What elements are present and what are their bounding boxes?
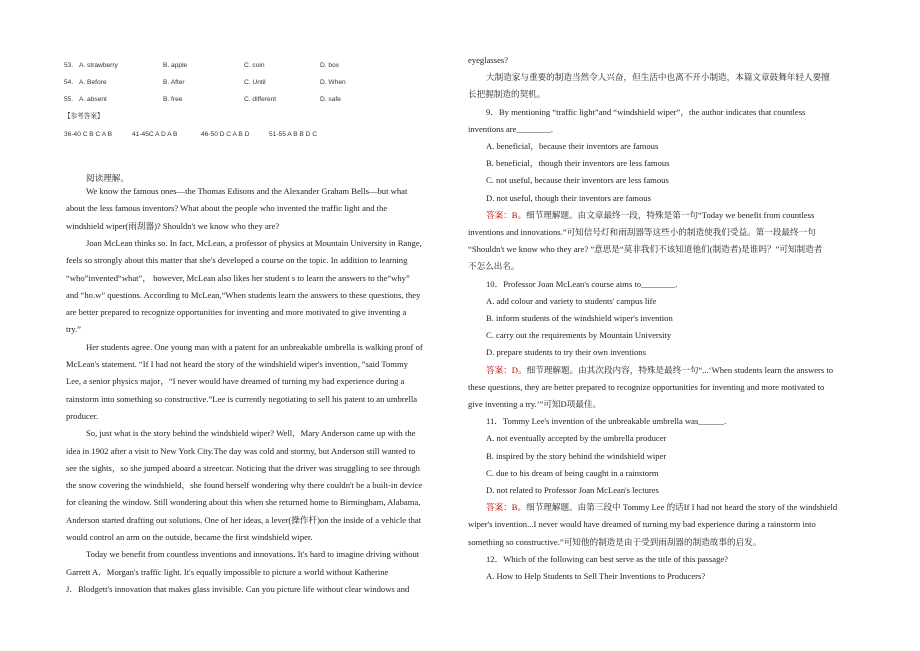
question-line: B. inspired by the story behind the windshield wiper bbox=[486, 450, 667, 461]
passage-line: Garrett A．Morgan's traffic light. It's equally impossible to picture a world without Katherine bbox=[66, 566, 389, 577]
passage-line: “who”invented“what”， however, McLean also likes her student s to learn the answers to the“why” bbox=[66, 272, 410, 283]
passage-line: J．Blodgett's innovation that makes glass invisible. Can you picture life without clear windows and bbox=[66, 583, 410, 594]
question-line: give inventing a try.’”可知D项最佳。 bbox=[468, 399, 602, 409]
reference-answer-group: 41-45C A D A B bbox=[132, 131, 178, 138]
passage-line: producer. bbox=[66, 410, 99, 421]
question-line: D. not related to Professor Joan McLean's lectures bbox=[486, 485, 659, 495]
question-line: these questions, they are better prepared to recognize opportunities for inventing and more motivated to bbox=[468, 381, 825, 392]
option-d: D. box bbox=[320, 62, 340, 69]
reference-answer-title: 【参考答案】 bbox=[64, 113, 104, 120]
question-line: 12．Which of the following can best serve as the title of this passage? bbox=[486, 553, 728, 564]
reading-title: 阅读理解。 bbox=[86, 173, 129, 183]
option-no: 55. bbox=[64, 96, 74, 103]
question-line: 10．Professor Joan McLean's course aims to________. bbox=[486, 278, 678, 289]
passage-line: We know the famous ones—the Thomas Edisons and the Alexander Graham Bells—but what bbox=[86, 186, 408, 196]
passage-line: for cleaning the window. Still wondering about this when she returned home to Birmingham, Alabama, bbox=[66, 497, 421, 508]
answer-label: 答案：D bbox=[486, 364, 518, 375]
passage-line: So, just what is the story behind the windshield wiper? Well，Mary Anderson came up with the bbox=[86, 428, 416, 439]
option-no: 53. bbox=[64, 62, 74, 69]
passage-line: Lee, a senior physics major，“I never would have dreamed of turning my bad experience during a bbox=[66, 376, 405, 387]
passage-line: Anderson started drafting out solutions. One of her ideas, a lever(操作杆)on the inside of a vehicle that bbox=[66, 514, 422, 525]
passage-line: would control an arm on the outside, became the first windshield wiper. bbox=[66, 532, 313, 542]
passage-line: Her students agree. One young man with a patent for an unbreakable umbrella is walking proof of bbox=[86, 341, 423, 352]
passage-line: rainstorm into something so constructive.”Lee is currently negotiating to sell his patent to an umbrella bbox=[66, 393, 418, 404]
passage-line: and “ho.w” questions. According to McLean,“When students learn the answers to these questions, they bbox=[66, 289, 421, 300]
option-c: C. coin bbox=[244, 62, 265, 69]
option-c: C. Until bbox=[244, 79, 266, 86]
reference-answer-group: 51-55 A B B D C bbox=[269, 131, 318, 138]
question-line: C. carry out the requirements by Mountain University bbox=[486, 330, 672, 341]
question-line: 9．By mentioning “traffic light”and “windshield wiper”，the author indicates that countless bbox=[486, 106, 806, 117]
passage-line: about the less famous inventors? What about the people who invented the traffic light and the bbox=[66, 203, 388, 214]
answer-text: 。细节理解题。由其次段内容，特殊是最终一句“...‘When students learn the answers to bbox=[518, 364, 834, 375]
passage-line: see the sights，so she jumped aboard a streetcar. Noticing that the driver was struggling to see through bbox=[66, 462, 420, 473]
reference-answer-group: 46-50 D C A B D bbox=[201, 131, 250, 138]
question-line: 大制造家与重要的制造当然令人兴奋，但生活中也离不开小制造，本篇文章鼓舞年轻人要擅 bbox=[486, 72, 830, 83]
question-line: A. not eventually accepted by the umbrella producer bbox=[486, 433, 667, 444]
passage-line: Joan McLean thinks so. In fact, McLean, a professor of physics at Mountain University in Range, bbox=[86, 237, 422, 248]
question-line: inventions and innovations.”可知信号灯和雨刮器等这些小的制造使我们受益。第一段最终一句 bbox=[468, 227, 816, 237]
question-line: inventions are________. bbox=[468, 123, 553, 134]
option-d: D. When bbox=[320, 79, 346, 86]
option-c: C. different bbox=[244, 96, 277, 103]
question-line: C. due to his dream of being caught in a rainstorm bbox=[486, 467, 659, 478]
option-b: B. free bbox=[163, 96, 183, 103]
option-b: B. apple bbox=[163, 62, 188, 69]
answer-text: 。细节理解题。由文章最终一段，特殊是第一句“Today we benefit from countless bbox=[517, 209, 815, 220]
question-line: 长把握制造的契机。 bbox=[468, 89, 546, 100]
question-line: B. beneficial，though their inventors are less famous bbox=[486, 158, 670, 169]
question-line: 11．Tommy Lee's invention of the unbreakable umbrella was______. bbox=[486, 416, 727, 427]
answer-explanation-line bbox=[486, 499, 837, 516]
passage-line: idea in 1902 after a visit to New York City.The day was cold and stormy, but Anderson still wanted to bbox=[66, 445, 416, 456]
question-line: A. add colour and variety to students' campus life bbox=[486, 295, 657, 306]
option-d: D. safe bbox=[320, 96, 341, 103]
option-a: A. Before bbox=[79, 79, 107, 86]
option-a: A. absent bbox=[79, 96, 107, 103]
answer-text: 。细节理解题。由第三段中 Tommy Lee 的话If I had not heard the story of the windshield bbox=[517, 502, 838, 513]
question-line: something so constructive.”可知他的制造是由于受到雨刮器的制造故事的启发。 bbox=[468, 536, 762, 547]
question-line: C. not useful, because their inventors are less famous bbox=[486, 175, 669, 186]
passage-line: windshield wiper(雨刮器)? Shouldn't we know who they are? bbox=[66, 220, 280, 231]
answer-label: 答案：B bbox=[486, 209, 518, 220]
question-line: D. prepare students to try their own inventions bbox=[486, 347, 646, 358]
option-no: 54. bbox=[64, 79, 74, 86]
passage-line: feels so strongly about this matter that she's developed a course on the topic. In addition to learning bbox=[66, 255, 408, 266]
passage-line: try.” bbox=[66, 324, 81, 335]
reference-answer-group: 36-40 C B C A B bbox=[64, 131, 113, 138]
option-a: A. strawberry bbox=[79, 62, 118, 69]
question-line: eyeglasses? bbox=[468, 55, 509, 65]
option-b: B. After bbox=[163, 79, 185, 86]
question-line: A. beneficial，because their inventors are famous bbox=[486, 141, 659, 151]
passage-line: McLean's statement. “If I had not heard the story of the windshield wiper's invention，”said Tommy bbox=[66, 359, 408, 369]
answer-explanation-line bbox=[486, 362, 833, 379]
question-line: B. inform students of the windshield wiper's invention bbox=[486, 313, 673, 323]
question-line: 不怎么出名。 bbox=[468, 261, 520, 272]
answer-label: 答案：B bbox=[486, 502, 518, 513]
question-line: wiper's invention...I never would have dreamed of turning my bad experience during a rainstorm into bbox=[468, 519, 816, 530]
passage-line: are better prepared to recognize opportunities for inventing and more motivated to give inventing a bbox=[66, 307, 407, 318]
passage-line: the snow covering the windshield，she found herself wondering why there couldn't be a built-in device bbox=[66, 480, 423, 491]
question-line: “Shouldn't we know who they are? ”意思是“莫非我们不该知道他们(制造者)是谁吗？”可知制造者 bbox=[468, 244, 823, 255]
answer-explanation-line bbox=[486, 207, 814, 224]
question-line: A. How to Help Students to Sell Their Inventions to Producers? bbox=[486, 571, 706, 581]
question-line: D. not useful, though their inventors are famous bbox=[486, 192, 651, 203]
passage-line: Today we benefit from countless inventions and innovations. It's hard to imagine driving without bbox=[86, 549, 420, 560]
